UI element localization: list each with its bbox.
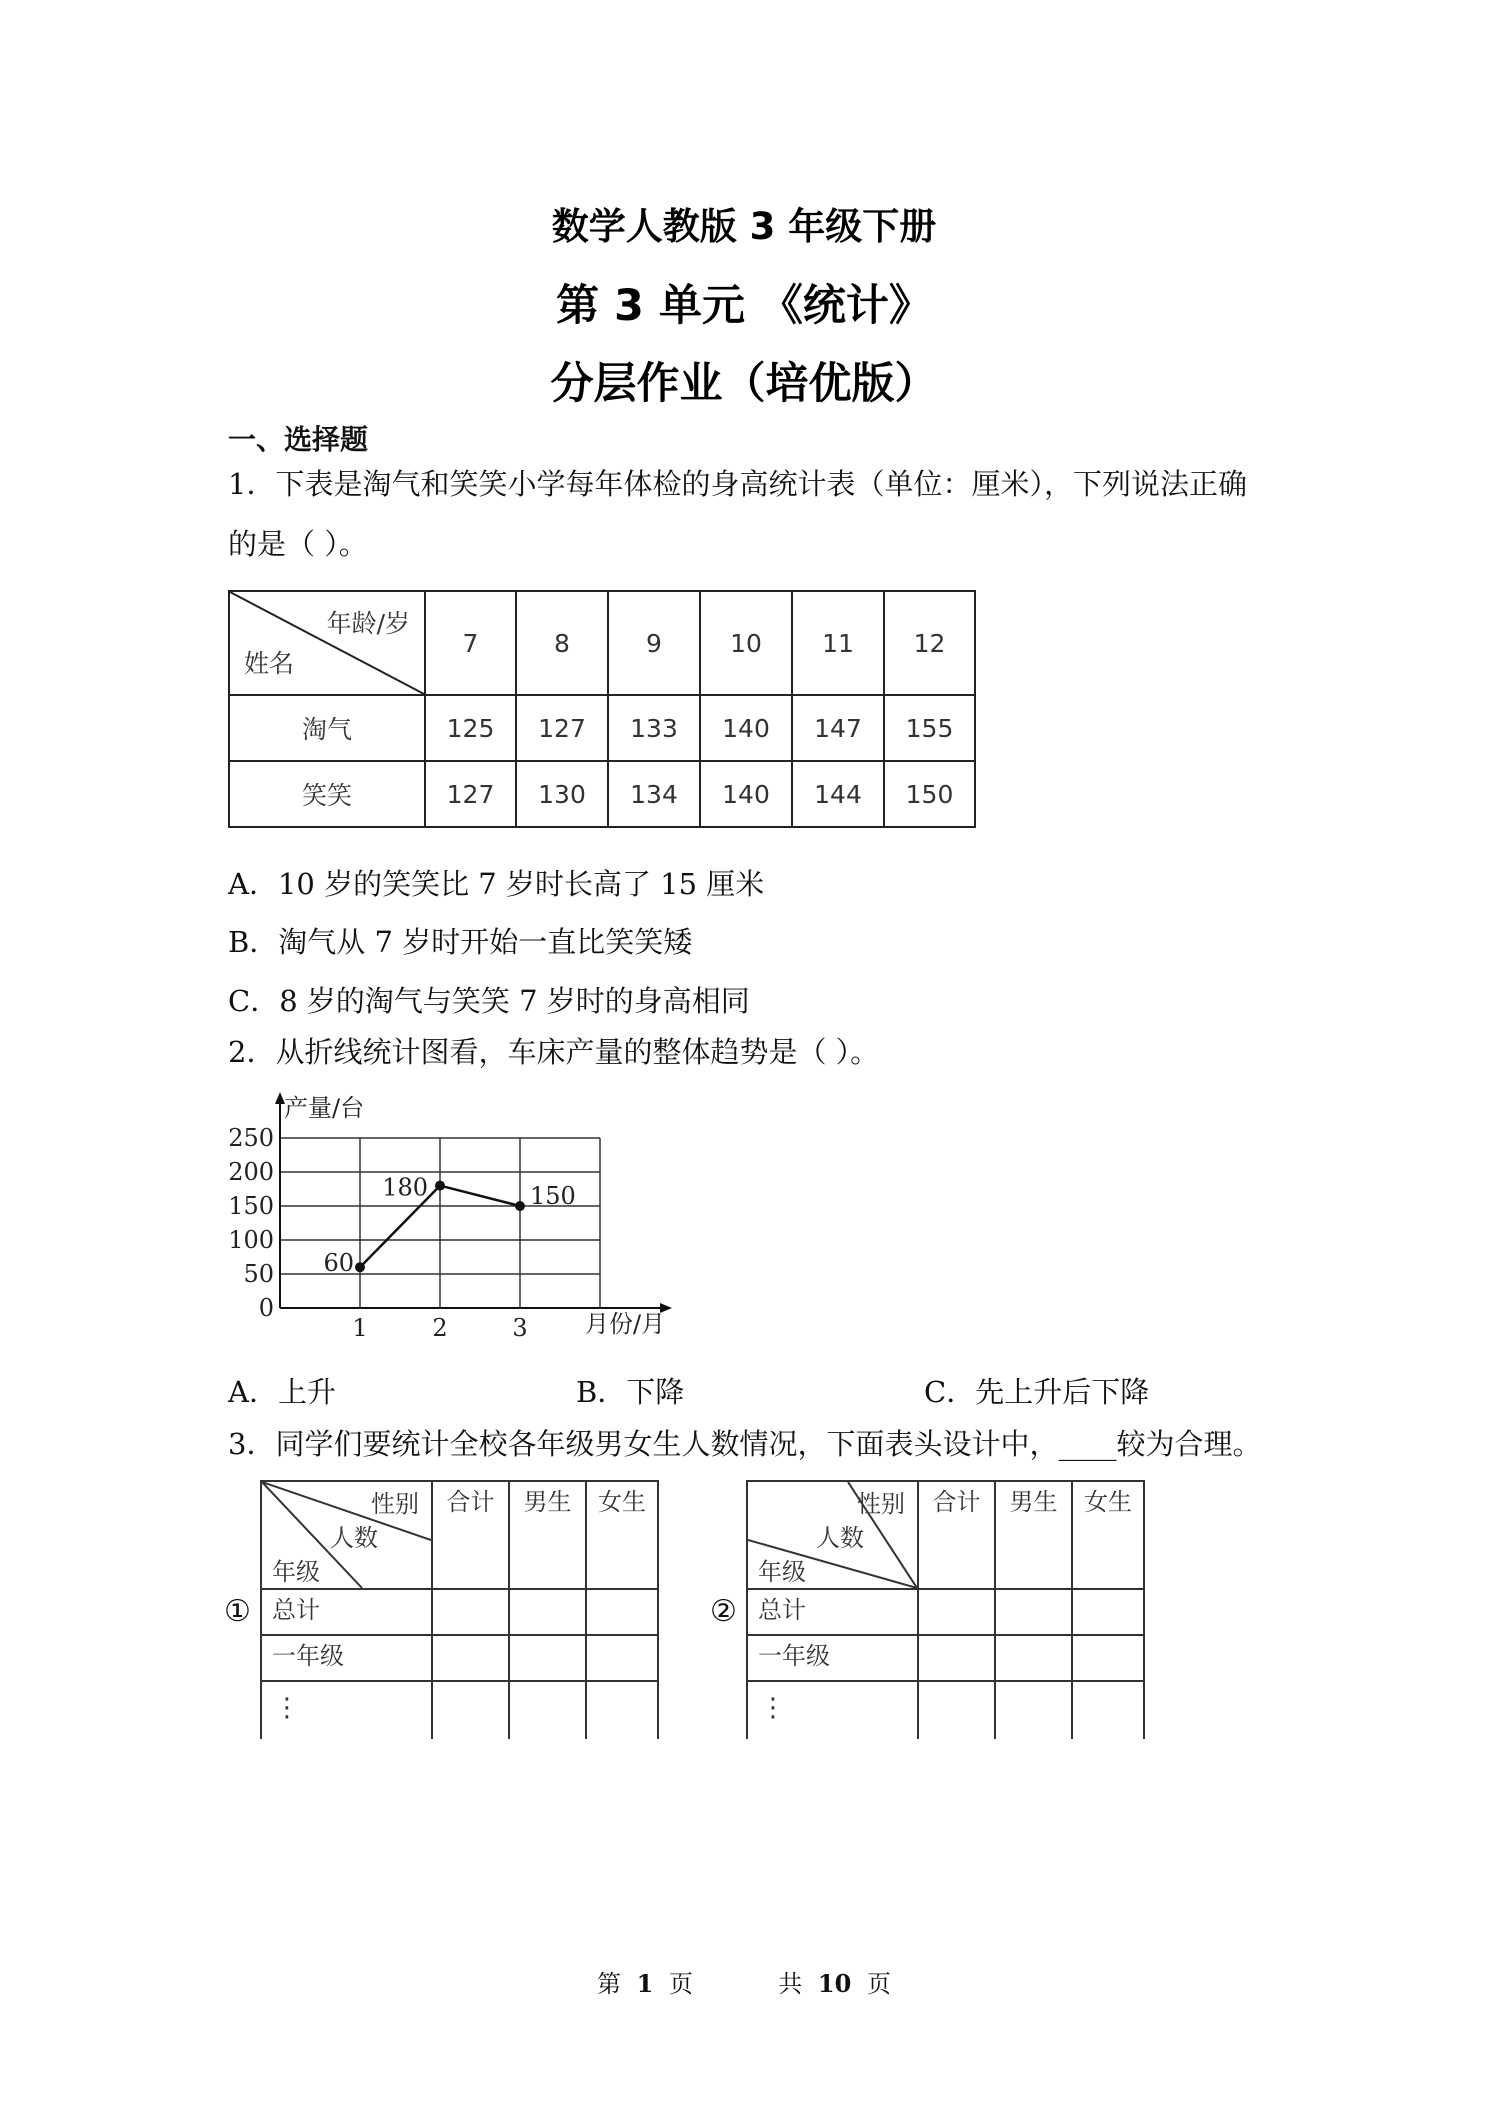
table-cell: 144 — [792, 761, 884, 827]
chart-grid — [280, 1138, 600, 1308]
q2-option-a: A．上升 — [228, 1375, 336, 1409]
data-label: 60 — [323, 1249, 354, 1278]
header-count: 人数 — [816, 1524, 864, 1552]
y-axis-label: 产量/台 — [284, 1094, 365, 1122]
table-cell: 140 — [700, 761, 792, 827]
footer-total-prefix: 共 — [778, 1970, 803, 1998]
y-tick-label: 150 — [228, 1192, 274, 1220]
q3-text: 3．同学们要统计全校各年级男女生人数情况，下面表头设计中，____较为合理。 — [228, 1427, 1262, 1461]
data-label: 150 — [530, 1182, 576, 1210]
x-tick-label: 1 — [352, 1314, 368, 1340]
col-header: 女生 — [1072, 1481, 1144, 1589]
y-tick-label: 200 — [228, 1158, 274, 1186]
header-grade: 年级 — [758, 1558, 806, 1586]
corner-cell — [229, 591, 425, 695]
table-2-marker: ② — [710, 1594, 737, 1629]
header-corner — [261, 1481, 432, 1589]
table-cell: 147 — [792, 695, 884, 761]
corner-bottom-label: 姓名 — [244, 649, 295, 678]
table-cell: 134 — [608, 761, 700, 827]
row-label: 一年级 — [261, 1635, 432, 1681]
q1-text-line1: 1．下表是淘气和笑笑小学每年体检的身高统计表（单位：厘米），下列说法正确 — [228, 467, 1247, 501]
age-header: 7 — [425, 591, 516, 695]
chart-series — [323, 1174, 575, 1278]
col-header: 合计 — [432, 1481, 509, 1589]
section-heading: 一、选择题 — [228, 423, 369, 456]
footer-page-number: 1 — [636, 1969, 654, 1998]
header-design-1 — [260, 1480, 659, 1739]
table-cell: 140 — [700, 695, 792, 761]
table-row — [229, 761, 975, 827]
q1-option-b: B．淘气从 7 岁时开始一直比笑笑矮 — [228, 925, 693, 959]
header-gender: 性别 — [371, 1490, 419, 1518]
header-gender: 性别 — [857, 1490, 905, 1518]
line-chart — [220, 1090, 690, 1340]
header-corner — [747, 1481, 918, 1589]
header-design-2 — [746, 1480, 1145, 1739]
table-cell: 125 — [425, 695, 516, 761]
row-label: ⋮ — [261, 1681, 432, 1739]
header-grade: 年级 — [272, 1558, 320, 1586]
chart-axes — [275, 1092, 672, 1313]
data-label: 180 — [382, 1173, 428, 1202]
row-label: 总计 — [261, 1589, 432, 1635]
table-row — [229, 695, 975, 761]
data-point — [355, 1262, 365, 1272]
table-cell: 127 — [516, 695, 608, 761]
col-header: 女生 — [586, 1481, 658, 1589]
x-tick-label: 2 — [432, 1314, 448, 1340]
y-tick-label: 50 — [243, 1260, 274, 1288]
footer-page-prefix: 第 — [597, 1970, 622, 1998]
table-cell: 150 — [884, 761, 975, 827]
q1-text-line2: 的是（ ）。 — [228, 527, 368, 561]
title-line-3: 分层作业（培优版） — [550, 359, 938, 409]
footer-page-word: 页 — [669, 1970, 693, 1998]
data-point — [435, 1181, 445, 1191]
x-axis-label: 月份/月 — [585, 1310, 666, 1338]
table-cell: 130 — [516, 761, 608, 827]
page-footer — [0, 1964, 1488, 1999]
row-label: 一年级 — [747, 1635, 918, 1681]
col-header: 合计 — [918, 1481, 995, 1589]
footer-total-number: 10 — [817, 1969, 852, 1998]
q1-option-c: C．8 岁的淘气与笑笑 7 岁时的身高相同 — [228, 984, 750, 1018]
y-tick-label: 250 — [228, 1124, 274, 1152]
q2-option-b: B．下降 — [576, 1375, 685, 1409]
age-header: 12 — [884, 591, 975, 695]
table-cell: 127 — [425, 761, 516, 827]
row-label: ⋮ — [747, 1681, 918, 1739]
age-header: 11 — [792, 591, 884, 695]
y-tick-label: 0 — [258, 1294, 274, 1322]
table-1-marker: ① — [224, 1594, 251, 1629]
row-name: 淘气 — [229, 695, 425, 761]
height-table — [228, 590, 976, 828]
x-tick-label: 3 — [512, 1314, 528, 1340]
corner-top-label: 年龄/岁 — [326, 609, 410, 638]
table-cell: 155 — [884, 695, 975, 761]
data-point — [515, 1201, 525, 1211]
row-label: 总计 — [747, 1589, 918, 1635]
col-header: 男生 — [995, 1481, 1072, 1589]
age-header: 10 — [700, 591, 792, 695]
age-header: 8 — [516, 591, 608, 695]
table-cell: 133 — [608, 695, 700, 761]
col-header: 男生 — [509, 1481, 586, 1589]
footer-total-word: 页 — [866, 1970, 891, 1998]
title-line-2: 第 3 单元 《统计》 — [556, 281, 932, 331]
age-header: 9 — [608, 591, 700, 695]
y-tick-label: 100 — [228, 1226, 274, 1254]
header-count: 人数 — [330, 1524, 378, 1552]
q1-option-a: A．10 岁的笑笑比 7 岁时长高了 15 厘米 — [228, 867, 765, 901]
q2-text: 2．从折线统计图看，车床产量的整体趋势是（ ）。 — [228, 1035, 880, 1069]
title-line-1: 数学人教版 3 年级下册 — [551, 205, 937, 248]
q2-option-c: C．先上升后下降 — [924, 1375, 1150, 1409]
row-name: 笑笑 — [229, 761, 425, 827]
